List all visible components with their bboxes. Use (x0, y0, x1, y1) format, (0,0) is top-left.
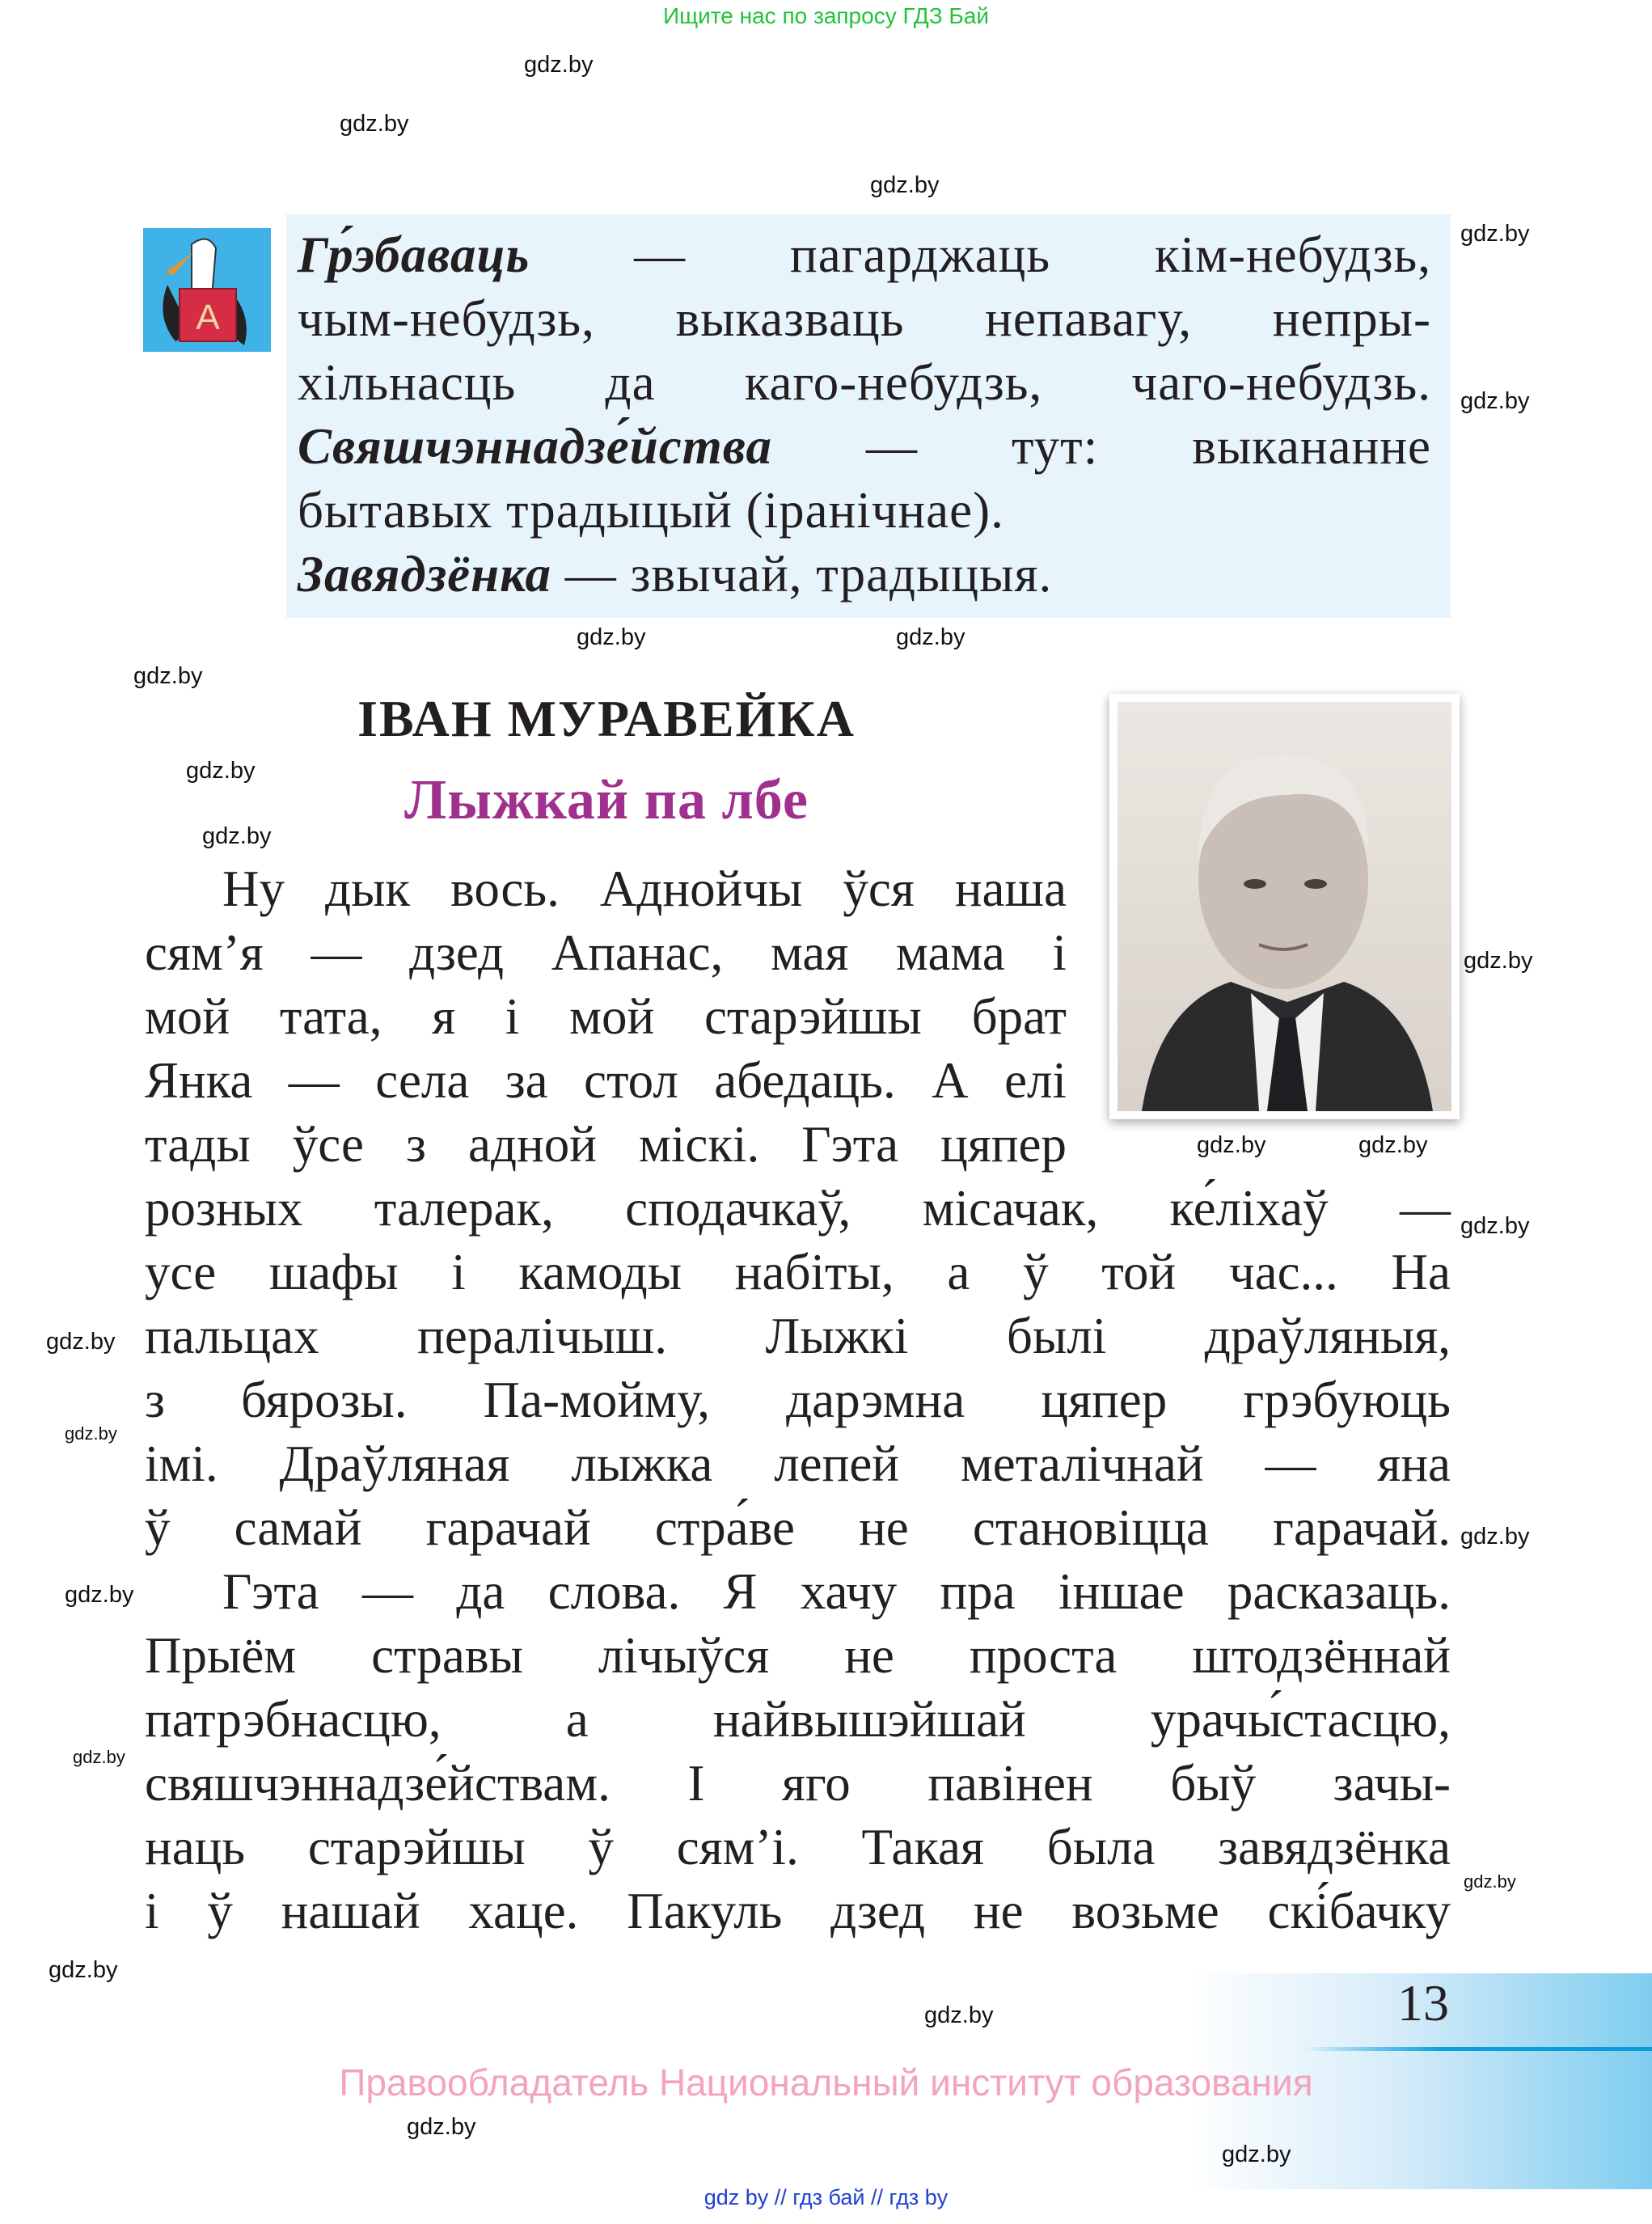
glossary-definition: бытавых традыцый (іранічнае). (298, 482, 1004, 539)
watermark: gdz.by (1464, 948, 1533, 974)
glossary-term: Свяшчэннадзе́йства (298, 418, 772, 475)
watermark: gdz.by (202, 823, 272, 849)
body-line: свяшчэннадзе́йствам. І яго павінен быў зачы- (145, 1755, 1451, 1812)
body-line: Ну дык вось. Аднойчы ўся наша (222, 860, 1067, 917)
bottom-links[interactable]: gdz by // гдз бай // гдз by (703, 2185, 949, 2209)
body-line: патрэбнасцю, а найвышэйшай урачы́стасцю, (145, 1691, 1451, 1748)
body-line: сям’я — дзед Апанас, мая мама і (145, 924, 1067, 981)
body-line: ў самай гарачай стра́ве не становіцца гарачай. (145, 1499, 1451, 1556)
body-line: Гэта — да слова. Я хачу пра іншае расказаць. (222, 1563, 1451, 1620)
watermark: gdz.by (1460, 221, 1530, 247)
watermark: gdz.by (46, 1329, 116, 1355)
watermark: gdz.by (1222, 2142, 1291, 2167)
glossary-line (298, 223, 1431, 287)
watermark: gdz.by (65, 1582, 134, 1608)
watermark: gdz.by (1464, 1871, 1516, 1892)
page-number: 13 (1397, 1974, 1449, 2032)
body-line: мой тата, я і мой старэйшы брат (145, 988, 1067, 1045)
body-line: наць старэйшы ў сям’і. Такая была завядзёнка (145, 1819, 1451, 1875)
watermark: gdz.by (133, 663, 203, 689)
glossary-line (298, 415, 1431, 479)
glossary-term: Гр́эбаваць (298, 226, 530, 283)
glossary-definition: — пагарджаць кім-небудзь, (530, 226, 1431, 283)
stork-with-letter-a-icon (143, 228, 271, 352)
body-line: Янка — села за стол абедаць. А елі (145, 1052, 1067, 1109)
body-line: тады ўсе з адной міскі. Гэта цяпер (145, 1116, 1067, 1173)
glossary-definition: чым-небудзь, выказваць непавагу, непры- (298, 290, 1431, 347)
glossary-definition: — звычай, традыцыя. (551, 546, 1053, 603)
watermark: gdz.by (577, 624, 646, 650)
copyright-notice: Правообладатель Национальный институт образования (339, 2061, 1313, 2103)
watermark: gdz.by (924, 2002, 994, 2028)
top-search-note: Ищите нас по запросу ГДЗ Бай (662, 3, 990, 28)
watermark: gdz.by (49, 1957, 118, 1983)
watermark: gdz.by (186, 758, 256, 784)
svg-text:A: A (196, 298, 220, 337)
watermark: gdz.by (65, 1423, 117, 1444)
glossary-line (298, 287, 1431, 351)
watermark: gdz.by (340, 111, 409, 137)
watermark: gdz.by (1460, 1524, 1530, 1550)
watermark: gdz.by (1460, 388, 1530, 414)
glossary-definition: — тут: выкананне (771, 418, 1431, 475)
glossary-definition: хільнасць да каго-небудзь, чаго-небудзь. (298, 354, 1431, 411)
glossary-term: Завядзёнка (298, 546, 551, 603)
glossary-line (298, 479, 1431, 543)
watermark: gdz.by (1460, 1213, 1530, 1239)
author-name: ІВАН МУРАВЕЙКА (357, 690, 856, 747)
watermark: gdz.by (524, 52, 594, 78)
watermark: gdz.by (870, 172, 940, 198)
story-title: Лыжкай па лбе (404, 769, 809, 831)
body-line: Прыём стравы лічыўся не проста штодзённай (145, 1627, 1451, 1684)
body-line: імі. Драўляная лыжка лепей металічнай — яна (145, 1435, 1451, 1492)
body-line: розных талерак, сподачкаў, місачак, ке́ліхаў — (145, 1180, 1451, 1237)
watermark: gdz.by (1358, 1132, 1428, 1158)
glossary-line (298, 351, 1431, 415)
body-line: з бярозы. Па-мойму, дарэмна цяпер грэбуюць (145, 1372, 1451, 1428)
watermark: gdz.by (73, 1747, 125, 1767)
body-line: усе шафы і камоды набіты, а ў той час... На (145, 1244, 1451, 1300)
author-portrait (1109, 694, 1460, 1119)
page-number-rule (1302, 2047, 1652, 2051)
body-line: і ў нашай хаце. Пакуль дзед не возьме скі́бачку (145, 1883, 1451, 1939)
glossary-line (298, 543, 1431, 607)
body-line: пальцах пералічыш. Лыжкі былі драўляныя, (145, 1308, 1451, 1364)
watermark: gdz.by (407, 2114, 476, 2140)
watermark: gdz.by (896, 624, 965, 650)
watermark: gdz.by (1197, 1132, 1266, 1158)
